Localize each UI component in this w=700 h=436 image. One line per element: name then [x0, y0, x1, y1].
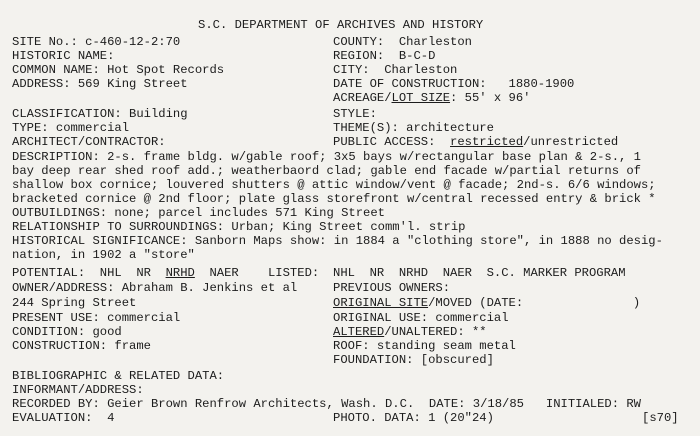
description-line: DESCRIPTION: 2-s. frame bldg. w/gable roof; 3x5 bays w/rectangular base plan & 2-s., 1	[12, 150, 641, 164]
owner-address: OWNER/ADDRESS: Abraham B. Jenkins et al	[12, 281, 298, 295]
city: CITY: Charleston	[333, 63, 458, 77]
common-name: COMMON NAME: Hot Spot Records	[12, 63, 225, 77]
themes: THEME(S): architecture	[333, 121, 494, 135]
foundation: FOUNDATION: [obscured]	[333, 353, 494, 367]
condition: CONDITION: good	[12, 325, 122, 339]
historic-name: HISTORIC NAME:	[12, 49, 115, 63]
public-access-restricted: restricted	[450, 135, 524, 149]
potential-nrhd: NRHD	[165, 266, 195, 280]
listed-values: NHL NR NRHD NAER S.C. MARKER PROGRAM	[333, 266, 626, 280]
classification: CLASSIFICATION: Building	[12, 107, 188, 121]
description-line: bay deep rear shed roof add.; weatherbaord clad; gable end facade w/partial returns of	[12, 164, 641, 178]
region: REGION: B-C-D	[333, 49, 436, 63]
public-access	[333, 136, 618, 149]
roof: ROOF: standing seam metal	[333, 339, 516, 353]
acreage-lot-size	[333, 92, 530, 105]
original-site-moved	[333, 297, 640, 310]
acreage-label: ACREAGE/	[333, 91, 392, 105]
potential	[12, 267, 319, 280]
bibliographic-data: BIBLIOGRAPHIC & RELATED DATA:	[12, 369, 225, 383]
moved-date: /MOVED (DATE: )	[428, 296, 641, 310]
date-of-construction: DATE OF CONSTRUCTION: 1880-1900	[333, 77, 575, 91]
evaluation: EVALUATION: 4	[12, 411, 115, 425]
slide-number: [s70]	[642, 411, 679, 425]
construction: CONSTRUCTION: frame	[12, 339, 151, 353]
description-line: bracketed cornice @ 2nd floor; plate glass storefront w/central recessed entry & brick *	[12, 192, 656, 206]
unaltered-label: /UNALTERED: **	[384, 325, 487, 339]
present-use: PRESENT USE: commercial	[12, 311, 181, 325]
potential-label: POTENTIAL: NHL NR	[12, 266, 166, 280]
recorded-by: RECORDED BY: Geier Brown Renfrow Architects, Wash. D.C. DATE: 3/18/85 INITIALED: RW	[12, 397, 641, 411]
original-use: ORIGINAL USE: commercial	[333, 311, 509, 325]
site-number: SITE No.: c-460-12-2:70	[12, 35, 181, 49]
lot-size-value: : 55' x 96'	[450, 91, 531, 105]
public-access-unrestricted: /unrestricted	[523, 135, 619, 149]
outbuildings: OUTBUILDINGS: none; parcel includes 571 King Street	[12, 206, 385, 220]
county: COUNTY: Charleston	[333, 35, 472, 49]
potential-rest: NAER LISTED:	[194, 266, 320, 280]
type: TYPE: commercial	[12, 121, 130, 135]
photo-data: PHOTO. DATA: 1 (20"24)	[333, 411, 494, 425]
public-access-label: PUBLIC ACCESS:	[333, 135, 451, 149]
owner-street: 244 Spring Street	[12, 296, 137, 310]
previous-owners: PREVIOUS OWNERS:	[333, 281, 451, 295]
architect-contractor: ARCHITECT/CONTRACTOR:	[12, 135, 166, 149]
historical-significance: HISTORICAL SIGNIFICANCE: Sanborn Maps show: in 1884 a "clothing store", in 1888 no desig-	[12, 234, 663, 248]
description-line: shallow box cornice; louvered shutters @ attic window/vent @ facade; 2nd-s. 6/6 windows;	[12, 178, 656, 192]
altered-unaltered	[333, 326, 487, 339]
address: ADDRESS: 569 King Street	[12, 77, 188, 91]
original-site-label: ORIGINAL SITE	[333, 296, 429, 310]
historical-significance-cont: nation, in 1902 a "store"	[12, 248, 195, 262]
altered-label: ALTERED	[333, 325, 385, 339]
card-header: S.C. DEPARTMENT OF ARCHIVES AND HISTORY	[198, 18, 484, 32]
lot-size-label: LOT SIZE	[391, 91, 451, 105]
relationship-to-surroundings: RELATIONSHIP TO SURROUNDINGS: Urban; King Street comm'l. strip	[12, 220, 466, 234]
informant-address: INFORMANT/ADDRESS:	[12, 383, 144, 397]
style: STYLE:	[333, 107, 377, 121]
